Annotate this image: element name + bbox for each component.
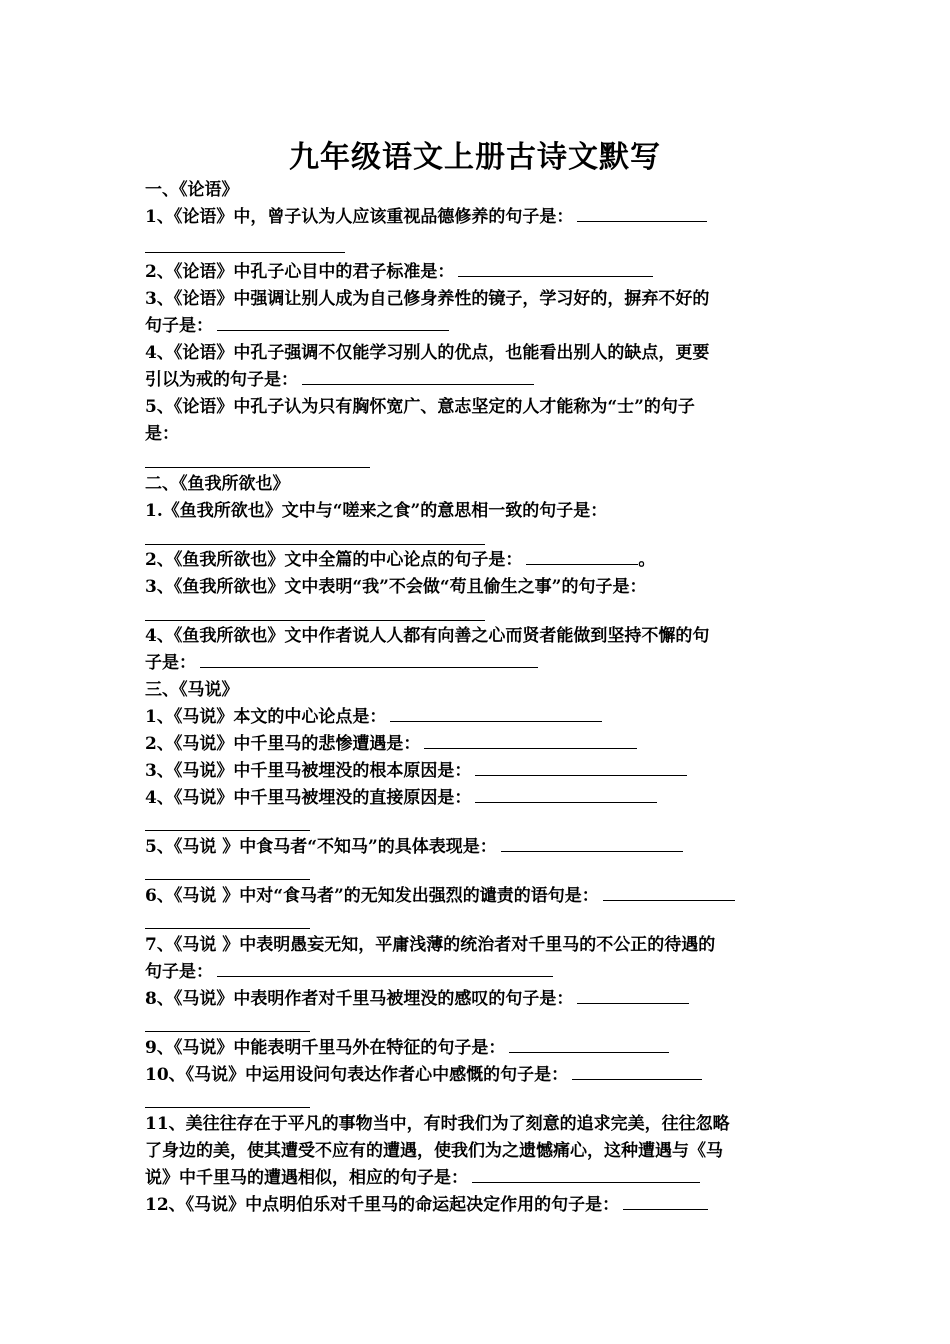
question-line: 3、《鱼我所欲也》文中表明“我”不会做“苟且偷生之事”的句子是： [145,577,647,597]
answer-blank[interactable] [458,262,653,277]
answer-blank-line[interactable] [145,544,485,545]
answer-blank[interactable] [577,207,707,222]
section-heading-lunyu: 一、《论语》 [145,180,239,200]
answer-blank[interactable] [623,1195,708,1210]
question-line: 句子是： [145,962,553,982]
question-line: 3、《论语》中强调让别人成为自己修身养性的镜子，学习好的，摒弃不好的 [145,289,710,309]
question-line: 3、《马说》中千里马被埋没的根本原因是： [145,761,687,781]
question-line: 引以为戒的句子是： [145,370,534,390]
question-line: 1.《鱼我所欲也》文中与“嗟来之食”的意思相一致的句子是： [145,501,608,521]
question-line: 是： [145,424,179,444]
question-line: 1、《论语》中，曾子认为人应该重视品德修养的句子是： [145,207,707,227]
page-title: 九年级语文上册古诗文默写 [289,140,661,175]
question-line: 句子是： [145,316,449,336]
answer-blank-line[interactable] [145,879,310,880]
question-line: 10、《马说》中运用设问句表达作者心中感慨的句子是： [145,1065,702,1085]
answer-blank[interactable] [526,550,638,565]
answer-blank[interactable] [200,653,538,668]
question-line: 2、《论语》中孔子心目中的君子标准是： [145,262,653,282]
answer-blank[interactable] [475,761,687,776]
answer-blank-line[interactable] [145,467,370,468]
question-line: 了身边的美，使其遭受不应有的遭遇，使我们为之遗憾痛心，这种遭遇与《马 [145,1141,723,1161]
question-line: 4、《马说》中千里马被埋没的直接原因是： [145,788,657,808]
question-line: 8、《马说》中表明作者对千里马被埋没的感叹的句子是： [145,989,689,1009]
answer-blank[interactable] [424,734,637,749]
section-heading-yuwo: 二、《鱼我所欲也》 [145,474,290,494]
question-line: 4、《论语》中孔子强调不仅能学习别人的优点，也能看出别人的缺点，更要 [145,343,710,363]
answer-blank-line[interactable] [145,620,485,621]
answer-blank[interactable] [217,316,449,331]
answer-blank[interactable] [501,837,683,852]
question-line: 5、《马说 》中食马者“不知马”的具体表现是： [145,837,683,857]
answer-blank-line[interactable] [145,252,345,253]
answer-blank[interactable] [603,886,735,901]
section-heading-mashuo: 三、《马说》 [145,680,239,700]
question-line: 11、美往往存在于平凡的事物当中，有时我们为了刻意的追求完美，往往忽略 [145,1114,730,1134]
answer-blank[interactable] [475,788,657,803]
answer-blank[interactable] [472,1168,700,1183]
question-line: 5、《论语》中孔子认为只有胸怀宽广、意志坚定的人才能称为“士”的句子 [145,397,695,417]
question-line: 1、《马说》本文的中心论点是： [145,707,602,727]
answer-blank-line[interactable] [145,830,310,831]
answer-blank[interactable] [572,1065,702,1080]
question-line: 说》中千里马的遭遇相似，相应的句子是： [145,1168,700,1188]
answer-blank[interactable] [217,962,553,977]
question-line: 子是： [145,653,538,673]
answer-blank-line[interactable] [145,928,310,929]
question-line: 7、《马说 》中表明愚妄无知，平庸浅薄的统治者对千里马的不公正的待遇的 [145,935,716,955]
answer-blank[interactable] [390,707,602,722]
question-line: 6、《马说 》中对“食马者”的无知发出强烈的谴责的语句是： [145,886,735,906]
question-line: 9、《马说》中能表明千里马外在特征的句子是： [145,1038,669,1058]
question-line: 4、《鱼我所欲也》文中作者说人人都有向善之心而贤者能做到坚持不懈的句 [145,626,710,646]
answer-blank-line[interactable] [145,1031,310,1032]
answer-blank-line[interactable] [145,1107,310,1108]
question-line: 2、《鱼我所欲也》文中全篇的中心论点的句子是： 。 [145,550,656,570]
answer-blank[interactable] [577,989,689,1004]
answer-blank[interactable] [302,370,534,385]
answer-blank[interactable] [509,1038,669,1053]
question-line: 12、《马说》中点明伯乐对千里马的命运起决定作用的句子是： [145,1195,708,1215]
question-line: 2、《马说》中千里马的悲惨遭遇是： [145,734,637,754]
